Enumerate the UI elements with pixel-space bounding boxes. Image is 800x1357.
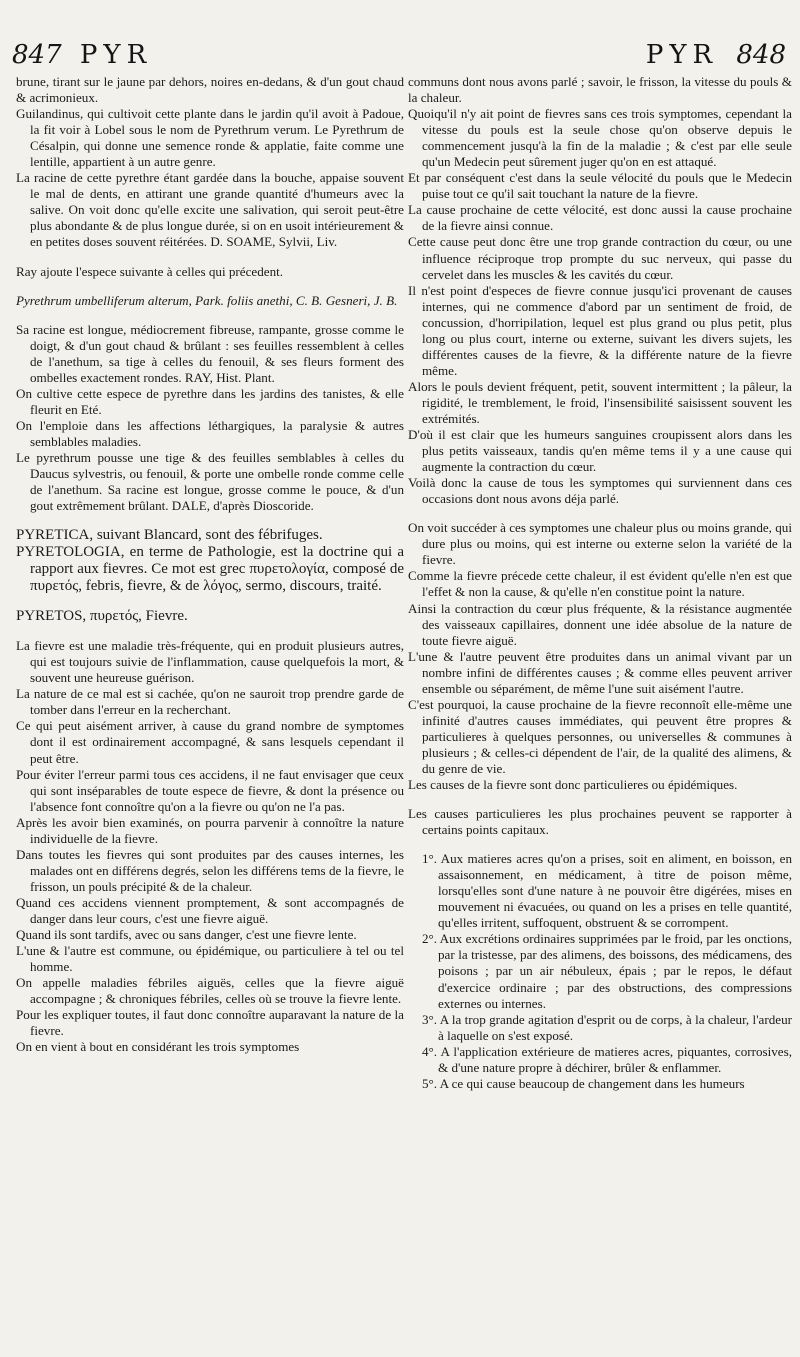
paragraph: La fievre est une maladie très-fréquente, qui en produit plusieurs autres, qui est toujours suivie de l'inflammation, cause quelquefois la mort, & souvent une heureuse guérison.: [16, 638, 404, 686]
list-item: 1°. Aux matieres acres qu'on a prises, soit en aliment, en boisson, en assaisonnement, en médicament, à titre de poison même, lorsqu'elles sont d'une nature à ne pouvoir être digérées, mises en mouvement ni évacuées, ou quand on les a prises en telle quantité, qu'elles irritent, suffoquent, obstruent & se corrompent.: [422, 851, 792, 931]
paragraph: Ce qui peut aisément arriver, à cause du grand nombre de symptomes dont il est ordinairement accompagné, & sans lesquels cependant il peut être.: [16, 718, 404, 766]
paragraph: brune, tirant sur le jaune par dehors, noires en-dedans, & d'un gout chaud & acrimonieux.: [16, 74, 404, 106]
left-running-title: PYR: [79, 40, 153, 70]
paragraph: On appelle maladies fébriles aiguës, celles que la fievre aiguë accompagne ; & chroniques fébriles, celles où se trouve la fievre lente.: [16, 975, 404, 1007]
paragraph: Sa racine est longue, médiocrement fibreuse, rampante, grosse comme le doigt, & d'un gout chaud & brûlant : ses feuilles ressemblent à celles de l'anethum, sa tige à celles du fenouil, & ses fleurs forment des ombelles exactement rondes. RAY, Hist. Plant.: [16, 321, 404, 385]
paragraph: Voilà donc la cause de tous les symptomes qui surviennent dans ces occasions dont nous avons déja parlé.: [408, 475, 792, 507]
right-page-number: 848: [736, 40, 786, 70]
left-page-header: [12, 40, 152, 70]
list-item: 5°. A ce qui cause beaucoup de changement dans les humeurs: [422, 1075, 745, 1091]
paragraph: Les causes de la fievre sont donc particulieres ou épidémiques.: [408, 777, 738, 793]
paragraph: L'une & l'autre peuvent être produites dans un animal vivant par un nombre infini de différentes causes ; & comme elles peuvent arriver ensemble ou séparément, de même l'une suit aisément l'autre.: [408, 648, 792, 696]
paragraph: La nature de ce mal est si cachée, qu'on ne sauroit trop prendre garde de tomber dans l'erreur en la recherchant.: [16, 686, 404, 718]
paragraph: La racine de cette pyrethre étant gardée dans la bouche, appaise souvent le mal de dents, en attirant une grande quantité d'humeurs avec la salive. On voit donc qu'elle excite une salivation, qui seroit peut-être plus abondante & de plus longue durée, si on en usoit intérieurement & en petites doses souvent réitérées. D. SOAME, Sylvii, Liv.: [16, 170, 404, 250]
list-item: 3°. A la trop grande agitation d'esprit ou de corps, à la chaleur, l'ardeur à laquelle on s'est exposé.: [422, 1011, 792, 1043]
paragraph: communs dont nous avons parlé ; savoir, le frisson, la vitesse du pouls & la chaleur.: [408, 74, 792, 106]
left-text-column: [16, 74, 404, 1055]
paragraph: Pour les expliquer toutes, il faut donc connoître auparavant la nature de la fievre.: [16, 1007, 404, 1039]
paragraph: Le pyrethrum pousse une tige & des feuilles semblables à celles du Daucus sylvestris, ou fenouil, & porte une ombelle ronde comme celle de l'anethum. Sa racine est longue, grosse comme le pouce, & d'un gout extrêmement brûlant. DALE, d'après Dioscoride.: [16, 449, 404, 514]
paragraph: On voit succéder à ces symptomes une chaleur plus ou moins grande, qui dure plus ou moins, qui est interne ou externe selon la variété de la fievre.: [408, 520, 792, 568]
synonym-line: Pyrethrum umbelliferum alterum, Park. foliis anethi, C. B. Gesneri, J. B.: [16, 292, 398, 308]
paragraph: On en vient à bout en considérant les trois symptomes: [16, 1039, 300, 1055]
list-item: 2°. Aux excrétions ordinaires supprimées par le froid, par les onctions, par la tristesse, par des alimens, des boissons, des médicamens, des poisons ; par un air nébuleux, épais ; par le repos, le défaut d'exercice ordinaire ; par des obstructions, des compressions externes ou internes.: [422, 931, 792, 1011]
paragraph: Les causes particulieres les plus prochaines peuvent se rapporter à certains points capitaux.: [408, 806, 792, 838]
paragraph: Dans toutes les fievres qui sont produites par des causes internes, les malades ont en différens degrés, selon les différens tems de la fievre, le frisson, un pouls précipité & de la chaleur.: [16, 846, 404, 894]
entry-pyretologia: PYRETOLOGIA, en terme de Pathologie, est la doctrine qui a rapport aux fievres. Ce mot est grec πυρετολογία, composé de πυρετός, febris, fievre, & de λόγος, sermo, discours, traité.: [16, 544, 404, 595]
right-running-title: PYR: [645, 40, 719, 70]
paragraph: Alors le pouls devient fréquent, petit, souvent intermittent ; la pâleur, la rigidité, le tremblement, le froid, l'insensibilité saisissent souvent les extrémités.: [408, 378, 792, 426]
paragraph: Il n'est point d'especes de fievre connue jusqu'ici provenant de causes internes, qui ne commence d'abord par un sentiment de froid, de concussion, d'horripilation, lequel est plus grand ou plus petit, plus long ou plus court, interne ou externe, suivant les divers sujets, les différentes causes de la fievre, & la différente nature de la fievre même.: [408, 282, 792, 378]
left-page-number: 847: [12, 40, 62, 70]
entry-pyretica: PYRETICA, suivant Blancard, sont des fébrifuges.: [16, 527, 323, 544]
paragraph: Et par conséquent c'est dans la seule vélocité du pouls que le Medecin puise tout ce qu'il sait touchant la nature de la fievre.: [408, 170, 792, 202]
paragraph: La cause prochaine de cette vélocité, est donc aussi la cause prochaine de la fievre ainsi connue.: [408, 202, 792, 234]
paragraph: On l'emploie dans les affections léthargiques, la paralysie & autres semblables maladies.: [16, 417, 404, 449]
right-text-column: [408, 74, 792, 1092]
paragraph: Comme la fievre précede cette chaleur, il est évident qu'elle n'en est que l'effet & non la cause, & qu'elle n'en constitue point la nature.: [408, 568, 792, 600]
right-page-header: [646, 40, 786, 70]
paragraph: Guilandinus, qui cultivoit cette plante dans le jardin qu'il avoit à Padoue, la fit voir à Lobel sous le nom de Pyrethrum verum. Le Pyrethrum de Césalpin, qui donne une semence ronde & applatie, faite comme une lentille, appartient à un autre genre.: [16, 106, 404, 170]
list-item: 4°. A l'application extérieure de matieres acres, piquantes, corrosives, & d'une nature propre à déchirer, brûler & enflammer.: [422, 1043, 792, 1075]
paragraph: C'est pourquoi, la cause prochaine de la fievre reconnoît elle-même une infinité d'autres causes immédiates, qui peuvent être propres & particulieres à quelques personnes, ou universelles & communes à plusieurs ; & celles-ci dépendent de l'air, de la qualité des alimens, & du genre de vie.: [408, 696, 792, 776]
paragraph: Pour éviter l'erreur parmi tous ces accidens, il ne faut envisager que ceux qui sont inséparables de toute espece de fievre, & dont la présence ou l'absence font connoître qu'on a la fievre ou qu'on ne l'a pas.: [16, 766, 404, 814]
entry-pyretos: PYRETOS, πυρετός, Fievre.: [16, 608, 188, 625]
paragraph: Quand ces accidens viennent promptement, & sont accompagnés de danger dans leur cours, c'est une fievre aiguë.: [16, 894, 404, 926]
paragraph: Cette cause peut donc être une trop grande contraction du cœur, ou une influence réciproque trop prompte du suc nerveux, qui passe du cervelet dans les muscles & les cavités du cœur.: [408, 234, 792, 282]
paragraph: Ray ajoute l'espece suivante à celles qui précedent.: [16, 263, 284, 279]
paragraph: L'une & l'autre est commune, ou épidémique, ou particuliere à tel ou tel homme.: [16, 943, 404, 975]
paragraph: Quoiqu'il n'y ait point de fievres sans ces trois symptomes, cependant la vitesse du pouls est la seule chose qu'on observe depuis le commencement jusqu'à la fin de la maladie ; & c'est par elle seule qu'un Medecin peut sûrement juger qu'on en est attaqué.: [408, 106, 792, 170]
paragraph: Quand ils sont tardifs, avec ou sans danger, c'est une fievre lente.: [16, 927, 357, 943]
paragraph: Après les avoir bien examinés, on pourra parvenir à connoître la nature individuelle de la fievre.: [16, 814, 404, 846]
paragraph: On cultive cette espece de pyrethre dans les jardins des tanistes, & elle fleurit en Eté.: [16, 385, 404, 417]
paragraph: Ainsi la contraction du cœur plus fréquente, & la résistance augmentée des vaisseaux capillaires, donnent une idée absolue de la nature de toute fievre aiguë.: [408, 600, 792, 648]
paragraph: D'où il est clair que les humeurs sanguines croupissent alors dans les plus petits vaisseaux, tandis qu'en même tems il y a une cause qui augmente la contraction du cœur.: [408, 427, 792, 475]
